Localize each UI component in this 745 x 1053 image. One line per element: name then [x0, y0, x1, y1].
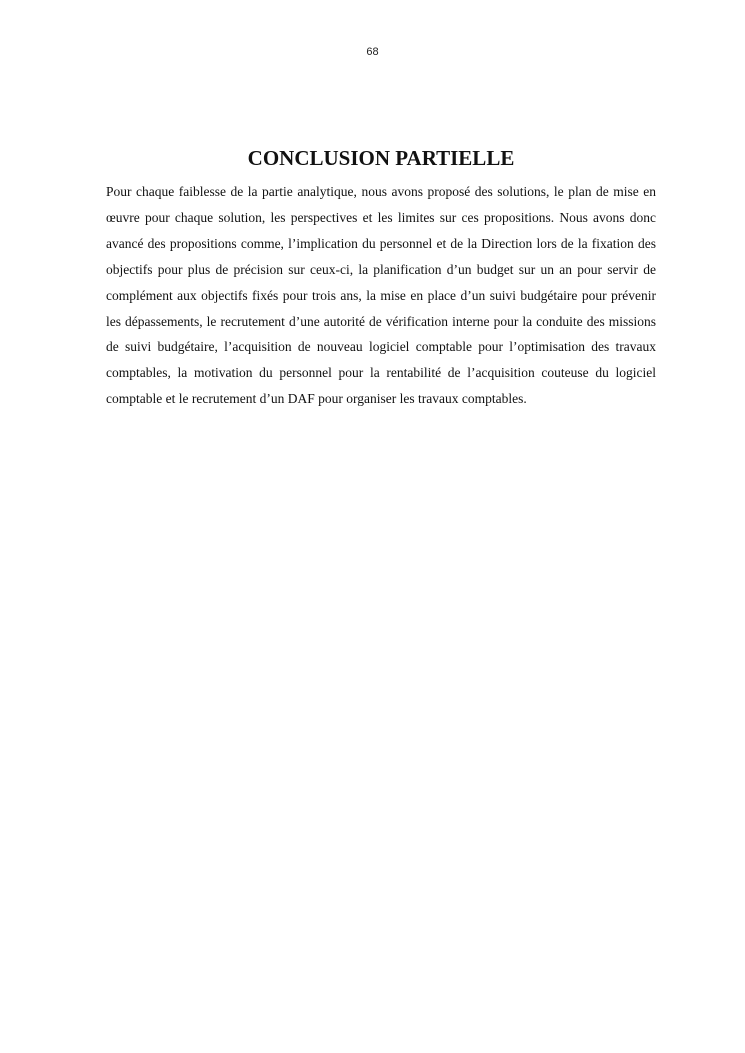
body-paragraph: Pour chaque faiblesse de la partie analytique, nous avons proposé des solutions, le plan de mise en œuvre pour chaque solution, les perspectives et les limites sur ces propositions. Nous avons donc avancé des propositions comme, l’implication du personnel et de la Direction lors de la fixation des objectifs pour plus de précision sur ceux-ci, la planification d’un budget sur un an pour servir de complément aux objectifs fixés pour trois ans, la mise en place d’un suivi budgétaire pour prévenir les dépassements, le recrutement d’une autorité de vérification interne pour la conduite des missions de suivi budgétaire, l’acquisition de nouveau logiciel comptable pour l’optimisation des travaux comptables, la motivation du personnel pour la rentabilité de l’acquisition couteuse du logiciel comptable et le recrutement d’un DAF pour organiser les travaux comptables. — [106, 184, 656, 407]
section-title: CONCLUSION PARTIELLE — [247, 146, 515, 170]
page-number: 68 — [366, 46, 379, 58]
